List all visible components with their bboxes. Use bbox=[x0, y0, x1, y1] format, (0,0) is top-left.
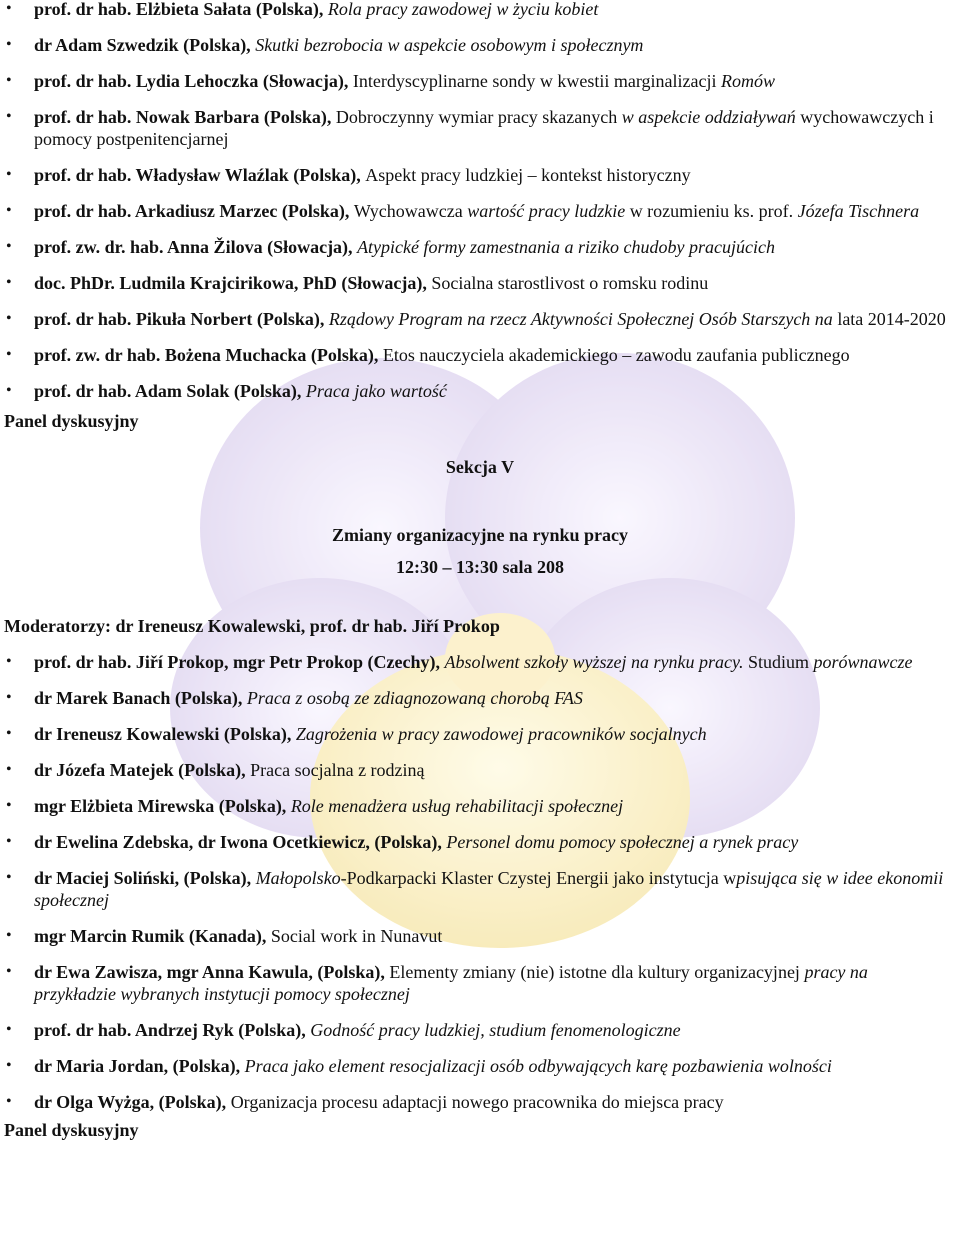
speaker-entry bbox=[0, 200, 960, 222]
talk-title: w rozumieniu ks. prof. bbox=[625, 201, 798, 221]
speaker-entry bbox=[0, 0, 960, 20]
talk-title: pracy na przykładzie wybranych instytucji pomocy społecznej bbox=[34, 962, 868, 1004]
speaker-entry bbox=[0, 759, 960, 781]
talk-title: Atypické formy zamestnania a riziko chudoby pracujúcich bbox=[357, 237, 775, 257]
talk-title: Praca z osobą ze zdiagnozowaną chorobą FAS bbox=[246, 688, 583, 708]
talk-title: w aspekcie oddziaływań bbox=[621, 107, 796, 127]
speaker-name: prof. dr hab. Nowak Barbara (Polska), bbox=[34, 107, 336, 127]
speaker-name: dr Olga Wyżga, (Polska), bbox=[34, 1092, 231, 1112]
speaker-name: prof. dr hab. Adam Solak (Polska), bbox=[34, 381, 306, 401]
section-title: Sekcja V bbox=[445, 457, 515, 477]
speaker-entry bbox=[0, 34, 960, 56]
speaker-name: dr Marek Banach (Polska), bbox=[34, 688, 247, 708]
speaker-name: doc. PhDr. Ludmila Krajcirikowa, PhD (Słowacja), bbox=[34, 273, 432, 293]
section-subtitle: Zmiany organizacyjne na rynku pracy bbox=[331, 525, 628, 545]
talk-title: Social work in Nunavut bbox=[270, 926, 443, 946]
speaker-entry bbox=[0, 70, 960, 92]
talk-title: Zagrożenia w pracy zawodowej pracowników socjalnych bbox=[295, 724, 707, 744]
talk-title: Organizacja procesu adaptacji nowego pracownika do miejsca pracy bbox=[230, 1092, 724, 1112]
talk-title: Personel domu pomocy społecznej a rynek pracy bbox=[446, 832, 799, 852]
speaker-entry bbox=[0, 106, 960, 150]
speaker-name: dr Ewelina Zdebska, dr Iwona Ocetkiewicz, (Polska), bbox=[34, 832, 447, 852]
speaker-name: prof. dr hab. Władysław Wlaźlak (Polska), bbox=[34, 165, 366, 185]
talk-title: Praca jako element resocjalizacji osób odbywających karę pozbawienia wolności bbox=[244, 1056, 832, 1076]
speaker-entry bbox=[0, 687, 960, 709]
talk-title: Romów bbox=[720, 71, 775, 91]
speaker-entry bbox=[0, 236, 960, 258]
speaker-name: dr Adam Szwedzik (Polska), bbox=[34, 35, 256, 55]
talk-title: Socialna starostlivost o romsku rodinu bbox=[431, 273, 709, 293]
speaker-name: prof. zw. dr hab. Bożena Muchacka (Polska), bbox=[34, 345, 383, 365]
speaker-name: prof. zw. dr. hab. Anna Žilova (Słowacja), bbox=[34, 237, 358, 257]
talk-title: Interdyscyplinarne sondy w kwestii marginalizacji bbox=[352, 71, 721, 91]
speaker-entry bbox=[0, 795, 960, 817]
talk-title: Godność pracy ludzkiej, studium fenomenologiczne bbox=[310, 1020, 681, 1040]
speaker-list-1 bbox=[0, 0, 960, 402]
talk-title: Dobroczynny wymiar pracy skazanych bbox=[335, 107, 622, 127]
talk-title: Absolwent szkoły wyższej na rynku pracy. bbox=[444, 652, 748, 672]
talk-title: wychowawczych i pomocy postpenitencjarnej bbox=[34, 107, 934, 149]
speaker-entry bbox=[0, 380, 960, 402]
speaker-entry bbox=[0, 925, 960, 947]
talk-title: porównawcze bbox=[813, 652, 913, 672]
talk-title: Praca jako wartość bbox=[305, 381, 447, 401]
speaker-entry bbox=[0, 308, 960, 330]
speaker-name: mgr Elżbieta Mirewska (Polska), bbox=[34, 796, 291, 816]
talk-title: lata 2014-2020 bbox=[832, 309, 946, 329]
talk-title: Józefa Tischnera bbox=[797, 201, 920, 221]
speaker-name: prof. dr hab. Jiří Prokop, mgr Petr Prokop (Czechy), bbox=[34, 652, 445, 672]
panel-discussion-label-2: Panel dyskusyjny bbox=[4, 1120, 139, 1140]
speaker-entry bbox=[0, 344, 960, 366]
speaker-name: prof. dr hab. Andrzej Ryk (Polska), bbox=[34, 1020, 311, 1040]
talk-title: Małopolsko- bbox=[255, 868, 347, 888]
talk-title: Skutki bezrobocia w aspekcie osobowym i społecznym bbox=[255, 35, 644, 55]
speaker-name: dr Józefa Matejek (Polska), bbox=[34, 760, 251, 780]
talk-title: Rządowy Program na rzecz Aktywności Społecznej Osób Starszych na bbox=[328, 309, 833, 329]
speaker-name: prof. dr hab. Pikuła Norbert (Polska), bbox=[34, 309, 329, 329]
speaker-name: prof. dr hab. Arkadiusz Marzec (Polska), bbox=[34, 201, 354, 221]
talk-title: Podkarpacki Klaster Czystej Energii jako instytucja w bbox=[346, 868, 737, 888]
speaker-name: dr Maria Jordan, (Polska), bbox=[34, 1056, 245, 1076]
panel-discussion-label: Panel dyskusyjny bbox=[4, 411, 139, 431]
speaker-name: prof. dr hab. Elżbieta Sałata (Polska), bbox=[34, 0, 328, 19]
talk-title: Praca socjalna z rodziną bbox=[250, 760, 425, 780]
speaker-entry bbox=[0, 867, 960, 911]
speaker-entry bbox=[0, 723, 960, 745]
speaker-name: prof. dr hab. Lydia Lehoczka (Słowacja), bbox=[34, 71, 353, 91]
speaker-entry bbox=[0, 961, 960, 1005]
speaker-list-2 bbox=[0, 651, 960, 1113]
speaker-entry bbox=[0, 1019, 960, 1041]
speaker-name: dr Maciej Soliński, (Polska), bbox=[34, 868, 256, 888]
talk-title: Elementy zmiany (nie) istotne dla kultury organizacyjnej bbox=[389, 962, 800, 982]
moderators-line: Moderatorzy: dr Ireneusz Kowalewski, prof. dr hab. Jiří Prokop bbox=[4, 616, 500, 636]
speaker-entry bbox=[0, 651, 960, 673]
speaker-entry bbox=[0, 1091, 960, 1113]
speaker-entry bbox=[0, 831, 960, 853]
speaker-entry bbox=[0, 164, 960, 186]
talk-title: wartość pracy ludzkie bbox=[467, 201, 626, 221]
speaker-entry bbox=[0, 272, 960, 294]
speaker-name: dr Ewa Zawisza, mgr Anna Kawula, (Polska), bbox=[34, 962, 390, 982]
talk-title: Wychowawcza bbox=[353, 201, 468, 221]
section-time: 12:30 – 13:30 sala 208 bbox=[396, 557, 564, 577]
talk-title: Role menadżera usług rehabilitacji społecznej bbox=[290, 796, 624, 816]
speaker-name: dr Ireneusz Kowalewski (Polska), bbox=[34, 724, 296, 744]
talk-title: Studium bbox=[747, 652, 814, 672]
talk-title: Rola pracy zawodowej w życiu kobiet bbox=[327, 0, 599, 19]
talk-title: pisująca się w idee ekonomii społecznej bbox=[34, 868, 944, 910]
speaker-entry bbox=[0, 1055, 960, 1077]
talk-title: Aspekt pracy ludzkiej – kontekst historyczny bbox=[365, 165, 691, 185]
speaker-name: mgr Marcin Rumik (Kanada), bbox=[34, 926, 271, 946]
talk-title: Etos nauczyciela akademickiego – zawodu zaufania publicznego bbox=[382, 345, 850, 365]
